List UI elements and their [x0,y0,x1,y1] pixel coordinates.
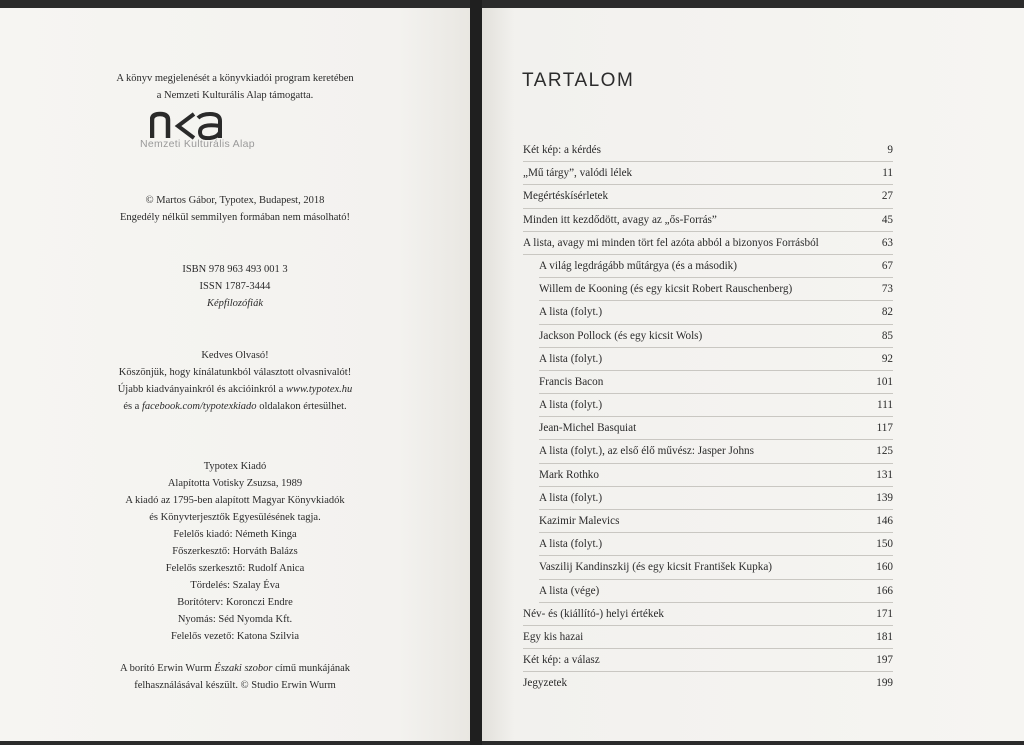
toc-entry [523,465,893,488]
toc-entry [523,279,893,302]
toc-entry-title: A lista, avagy mi minden tört fel azóta abból a bizonyos Forrásból [523,236,819,249]
nka-logo [138,106,308,158]
series-name: Képfilozófiák [207,298,263,309]
toc-entry-page: 199 [876,677,893,690]
publisher-info [40,458,430,645]
toc-entry-page: 131 [876,468,893,481]
toc-entry-page: 85 [881,329,893,342]
toc-entry-page: 82 [881,306,893,319]
toc-entry-title: A lista (folyt.), az első élő művész: Jasper Johns [539,445,755,458]
publisher-line: Nyomás: Séd Nyomda Kft. [177,614,293,625]
toc-entry [523,186,893,209]
toc-entry-title: Megértéskísérletek [523,190,609,203]
reader-line: és a facebook.com/typotexkiado oldalakon értesülhet. [123,401,347,412]
reader-greeting: Kedves Olvasó! [201,350,269,361]
toc-entry [523,604,893,627]
toc-entry-page: 181 [876,630,893,643]
isbn: ISBN 978 963 493 001 3 [182,264,288,275]
toc-entry-page: 27 [881,190,893,203]
cover-credit-line: felhasználásával készült. © Studio Erwin Wurm [134,680,336,691]
toc-entry-page: 146 [876,515,893,527]
toc-entry [523,302,893,325]
toc-entry [523,349,893,372]
copyright-notice [40,192,430,226]
toc-entry-page: 111 [877,399,893,412]
issn: ISSN 1787-3444 [199,281,271,292]
toc-entry-title: Kazimir Malevics [539,515,620,527]
copyright-line: © Martos Gábor, Typotex, Budapest, 2018 [145,195,325,206]
isbn-block [40,261,430,312]
artwork-title: Északi szobor [214,663,273,674]
nka-logo-subtitle: Nemzeti Kulturális Alap [140,138,255,150]
toc-entry-title: A lista (folyt.) [539,399,603,412]
toc-entry-title: Jegyzetek [523,677,568,690]
publisher-line: és Könyvterjesztők Egyesülésének tagja. [149,512,321,523]
reader-line: Köszönjük, hogy kínálatunkból választott olvasnivalót! [118,367,352,378]
publisher-line: Felelős vezető: Katona Szilvia [170,631,299,642]
support-notice [40,70,430,104]
cover-credit [40,660,430,694]
toc-entry [523,210,893,233]
toc-entry-title: Vaszilij Kandinszkij (és egy kicsit František Kupka) [539,561,773,574]
toc-entry-page: 9 [887,144,893,156]
toc-entry-page: 67 [881,259,893,272]
reader-message [40,347,430,415]
toc-entry-page: 92 [881,352,893,365]
toc-entry-page: 45 [881,213,893,226]
toc-entry-title: Minden itt kezdődött, avagy az „ős-Forrás” [523,213,717,226]
toc-entry-title: Két kép: a válasz [523,654,600,667]
toc-entry [523,233,893,256]
toc-entry-page: 160 [876,561,893,574]
toc-entry-title: Név- és (kiállító-) helyi értékek [523,607,665,620]
toc-entry-page: 117 [876,422,893,435]
toc-entry-page: 171 [876,607,893,620]
toc-entry [523,326,893,349]
toc-entry [523,488,893,511]
toc-entry-title: A lista (folyt.) [539,538,603,551]
support-line: A könyv megjelenését a könyvkiadói program keretében [116,73,354,84]
website-link: www.typotex.hu [285,384,353,395]
cover-credit-line: A borító Erwin Wurm Északi szobor című munkájának [119,663,351,674]
toc-entry-page: 197 [876,654,893,667]
toc-entry [523,627,893,650]
nka-logo-mark [150,106,230,140]
publisher-line: Felelős szerkesztő: Rudolf Anica [165,563,305,574]
toc-entry-title: A lista (folyt.) [539,306,603,319]
toc-entry-page: 139 [876,491,893,504]
toc-entry-page: 101 [876,375,893,388]
toc-entry-title: A lista (folyt.) [539,491,603,504]
toc-entry [523,140,893,163]
copyright-line: Engedély nélkül semmilyen formában nem másolható! [119,212,351,223]
toc-entry [523,418,893,441]
toc-title: TARTALOM [522,70,635,91]
toc-entry [523,441,893,464]
toc-entry-page: 166 [876,584,893,597]
toc-entry [523,673,893,696]
publisher-line: A kiadó az 1795-ben alapított Magyar Könyvkiadók [125,495,345,506]
reader-line: Újabb kiadványainkról és akcióinkról a www.typotex.hu [117,384,353,395]
publisher-line: Alapította Votisky Zsuzsa, 1989 [167,478,303,489]
toc-entry-page: 63 [881,236,893,249]
toc-entry-page: 125 [876,445,893,458]
toc-entry [523,557,893,580]
facebook-link: facebook.com/typotexkiado [141,401,257,412]
publisher-line: Typotex Kiadó [203,461,267,472]
toc-entry-title: „Mű tárgy”, valódi lélek [523,167,633,180]
toc-entry [523,650,893,673]
toc-entry-title: A világ legdrágább műtárgya (és a második) [539,259,738,272]
toc-entry-title: A lista (vége) [539,584,600,597]
toc-entry-title: Mark Rothko [539,468,599,481]
toc-entry [523,534,893,557]
book-gutter [470,0,482,745]
toc-entry-page: 150 [876,538,893,551]
toc-entry-title: Két kép: a kérdés [523,144,601,156]
publisher-line: Borítóterv: Koronczi Endre [177,597,293,608]
support-line: a Nemzeti Kulturális Alap támogatta. [156,90,314,101]
toc-entry-page: 11 [882,167,893,180]
publisher-line: Felelős kiadó: Németh Kinga [173,529,297,540]
toc-entry [523,256,893,279]
toc-entry [523,511,893,534]
toc-entry [523,372,893,395]
toc-entry-page: 73 [881,283,893,296]
toc-entry-title: A lista (folyt.) [539,352,603,365]
publisher-line: Tördelés: Szalay Éva [190,580,280,591]
toc-entry-title: Egy kis hazai [523,630,584,643]
toc-entry [523,163,893,186]
toc-entry-title: Jackson Pollock (és egy kicsit Wols) [539,329,703,342]
table-of-contents [523,140,893,697]
toc-entry-title: Francis Bacon [539,375,604,388]
toc-entry-title: Jean-Michel Basquiat [539,422,637,435]
toc-entry-title: Willem de Kooning (és egy kicsit Robert Rauschenberg) [539,283,793,296]
toc-entry [523,395,893,418]
toc-entry [523,581,893,604]
publisher-line: Főszerkesztő: Horváth Balázs [172,546,298,557]
